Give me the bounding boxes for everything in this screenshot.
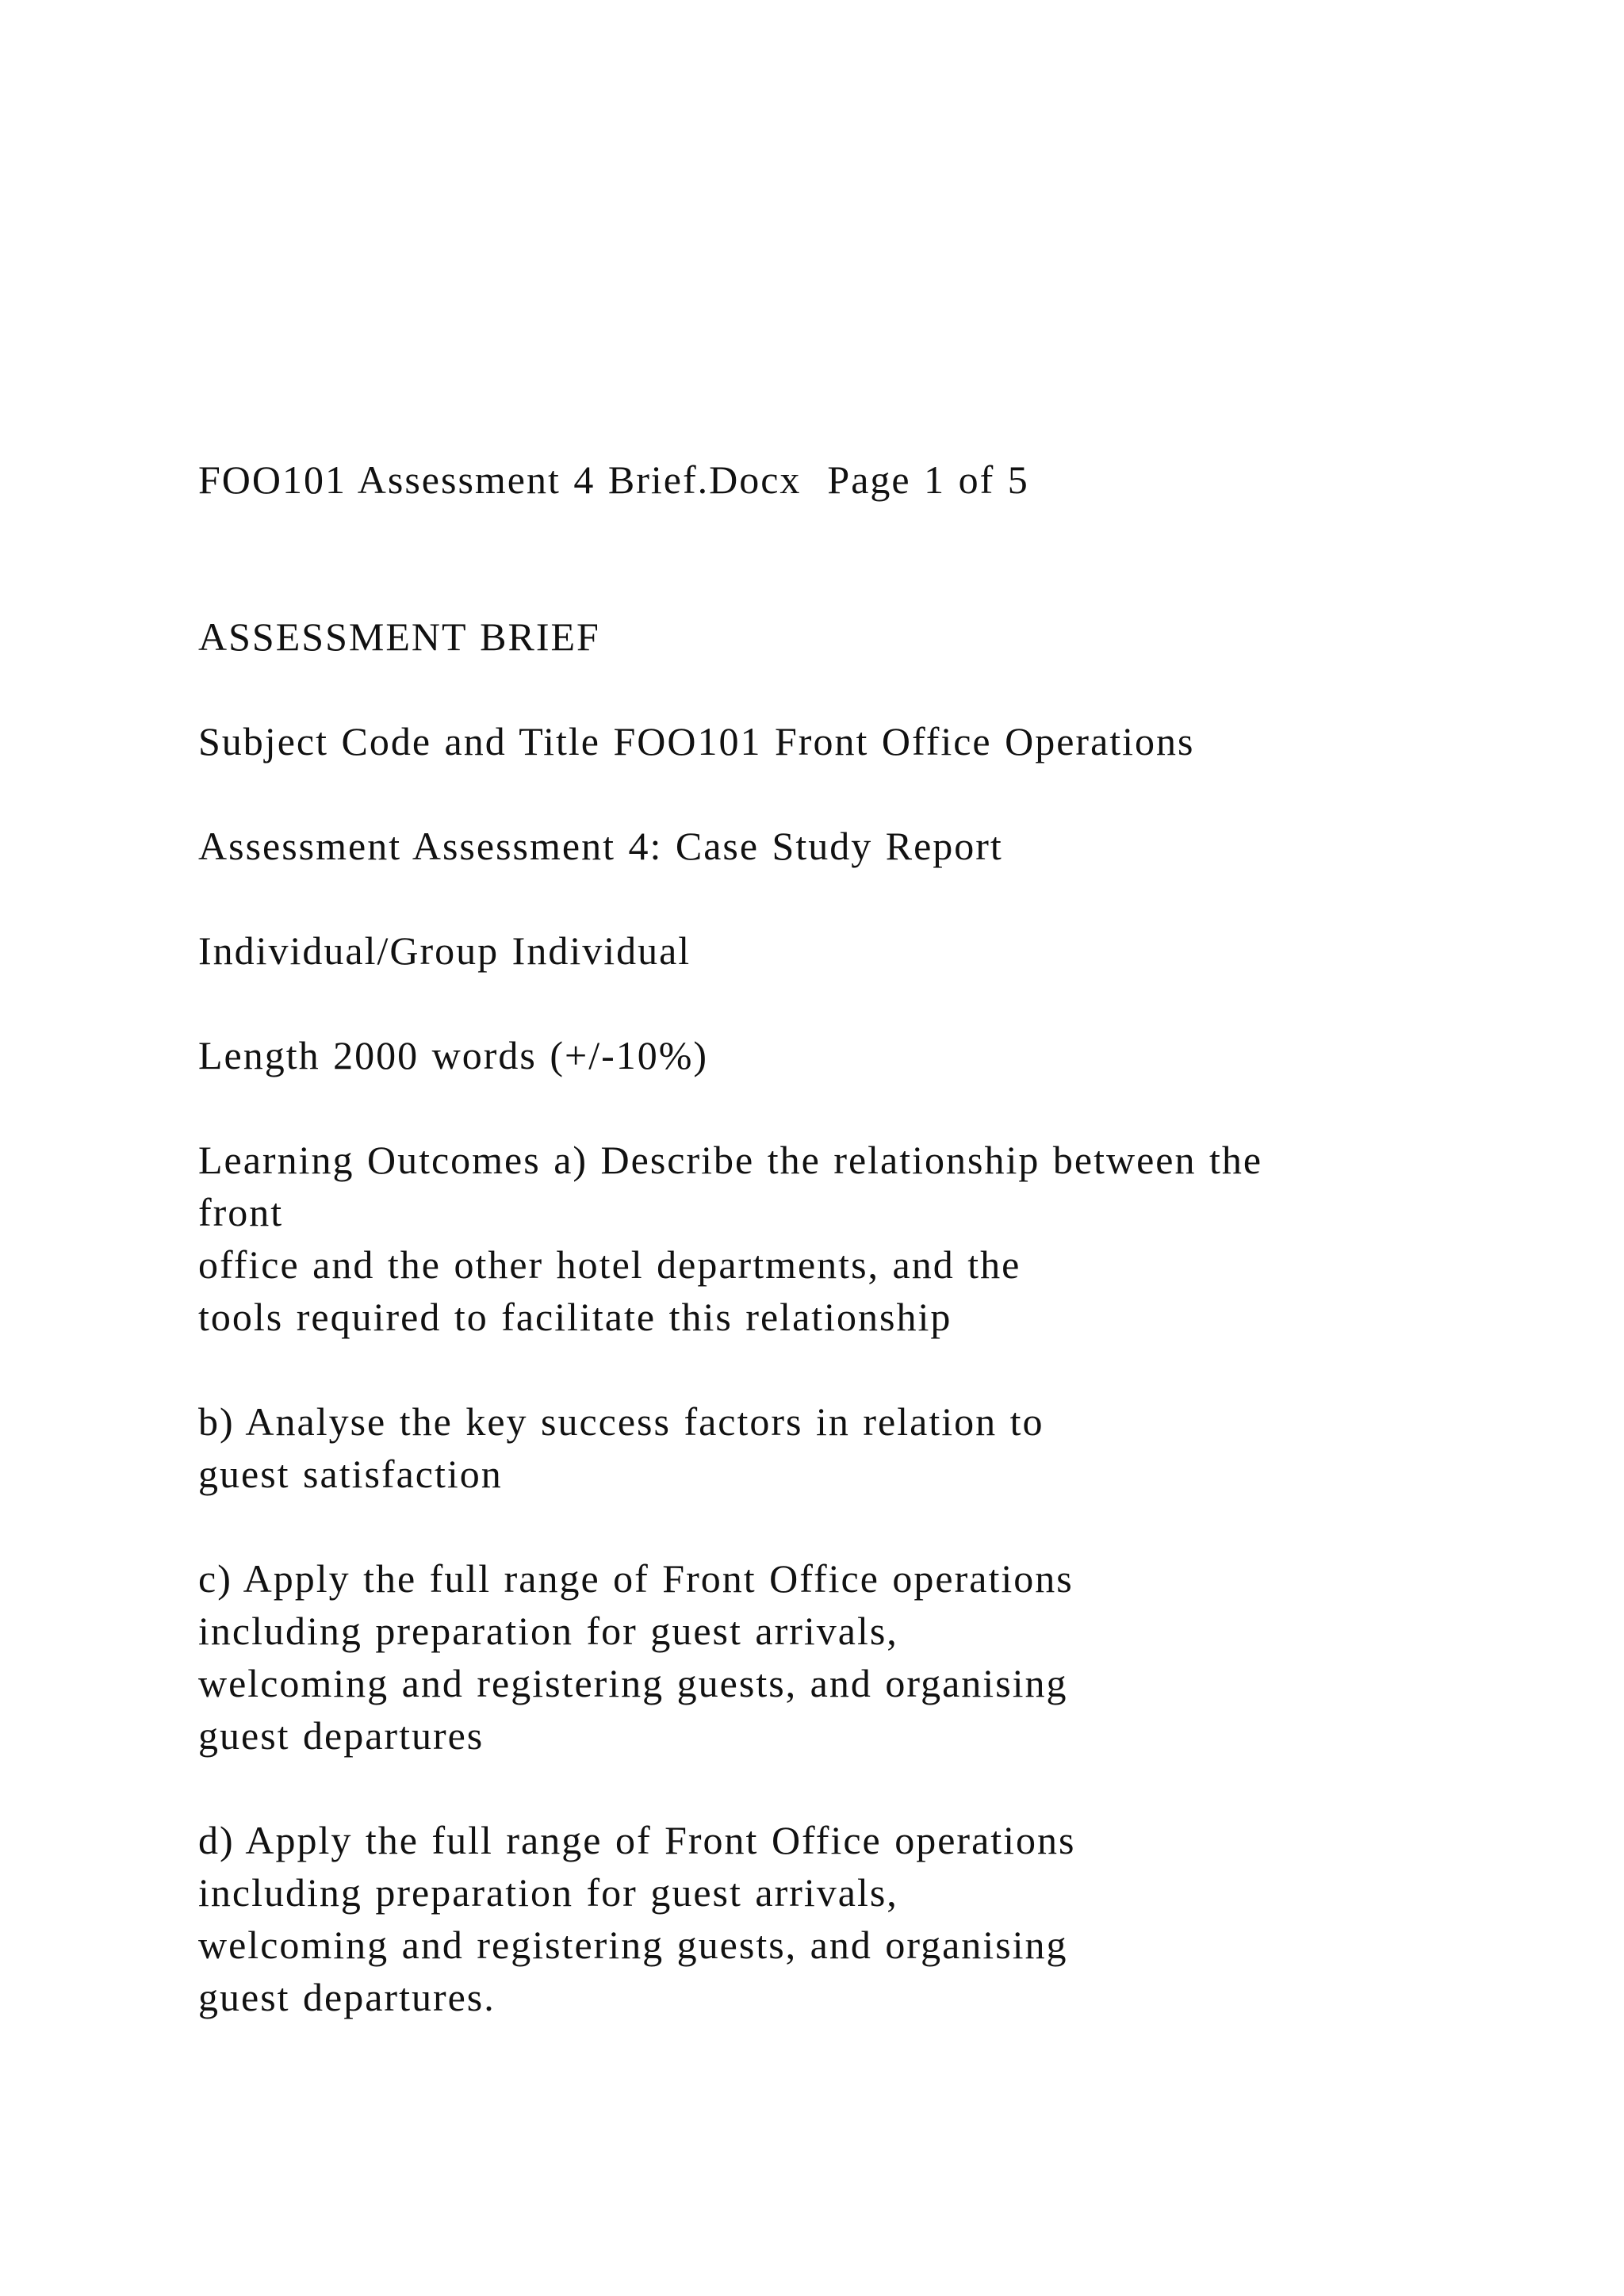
individual-group: Individual/Group Individual (198, 928, 691, 973)
spacer (198, 506, 1435, 610)
learning-outcome-c-line: guest departures (198, 1713, 485, 1758)
learning-outcome-c-line: welcoming and registering guests, and organising (198, 1661, 1068, 1705)
learning-outcome-a-line: Learning Outcomes a) Describe the relationship between the (198, 1138, 1263, 1182)
learning-outcome-c-line: including preparation for guest arrivals, (198, 1609, 898, 1653)
assessment-brief-heading: ASSESSMENT BRIEF (198, 614, 600, 659)
learning-outcome-b-line: b) Analyse the key success factors in relation to (198, 1399, 1044, 1444)
learning-outcome-c (198, 1552, 1435, 1762)
learning-outcome-d (198, 1814, 1435, 2023)
spacer (198, 1081, 1435, 1134)
spacer (198, 663, 1435, 715)
learning-outcome-a-line: front (198, 1190, 284, 1234)
document-body (198, 453, 1435, 2023)
spacer (198, 977, 1435, 1029)
spacer (198, 1343, 1435, 1395)
learning-outcome-a-line: office and the other hotel departments, and the (198, 1242, 1021, 1287)
learning-outcome-a-line: tools required to facilitate this relationship (198, 1295, 952, 1339)
learning-outcome-a (198, 1134, 1435, 1343)
assessment-name: Assessment Assessment 4: Case Study Report (198, 824, 1003, 868)
subject-code-and-title: Subject Code and Title FOO101 Front Office Operations (198, 719, 1195, 763)
learning-outcome-c-line: c) Apply the full range of Front Office operations (198, 1556, 1074, 1601)
spacer (198, 1500, 1435, 1552)
learning-outcome-d-line: including preparation for guest arrivals, (198, 1870, 898, 1915)
spacer (198, 1762, 1435, 1814)
learning-outcome-d-line: guest departures. (198, 1975, 496, 2019)
learning-outcome-b (198, 1395, 1435, 1500)
spacer (198, 767, 1435, 820)
length: Length 2000 words (+/-10%) (198, 1033, 709, 1077)
learning-outcome-d-line: d) Apply the full range of Front Office operations (198, 1818, 1076, 1862)
learning-outcome-b-line: guest satisfaction (198, 1452, 503, 1496)
spacer (198, 872, 1435, 924)
document-header-title: FOO101 Assessment 4 Brief.Docx Page 1 of 5 (198, 457, 1029, 502)
learning-outcome-d-line: welcoming and registering guests, and organising (198, 1923, 1068, 1967)
